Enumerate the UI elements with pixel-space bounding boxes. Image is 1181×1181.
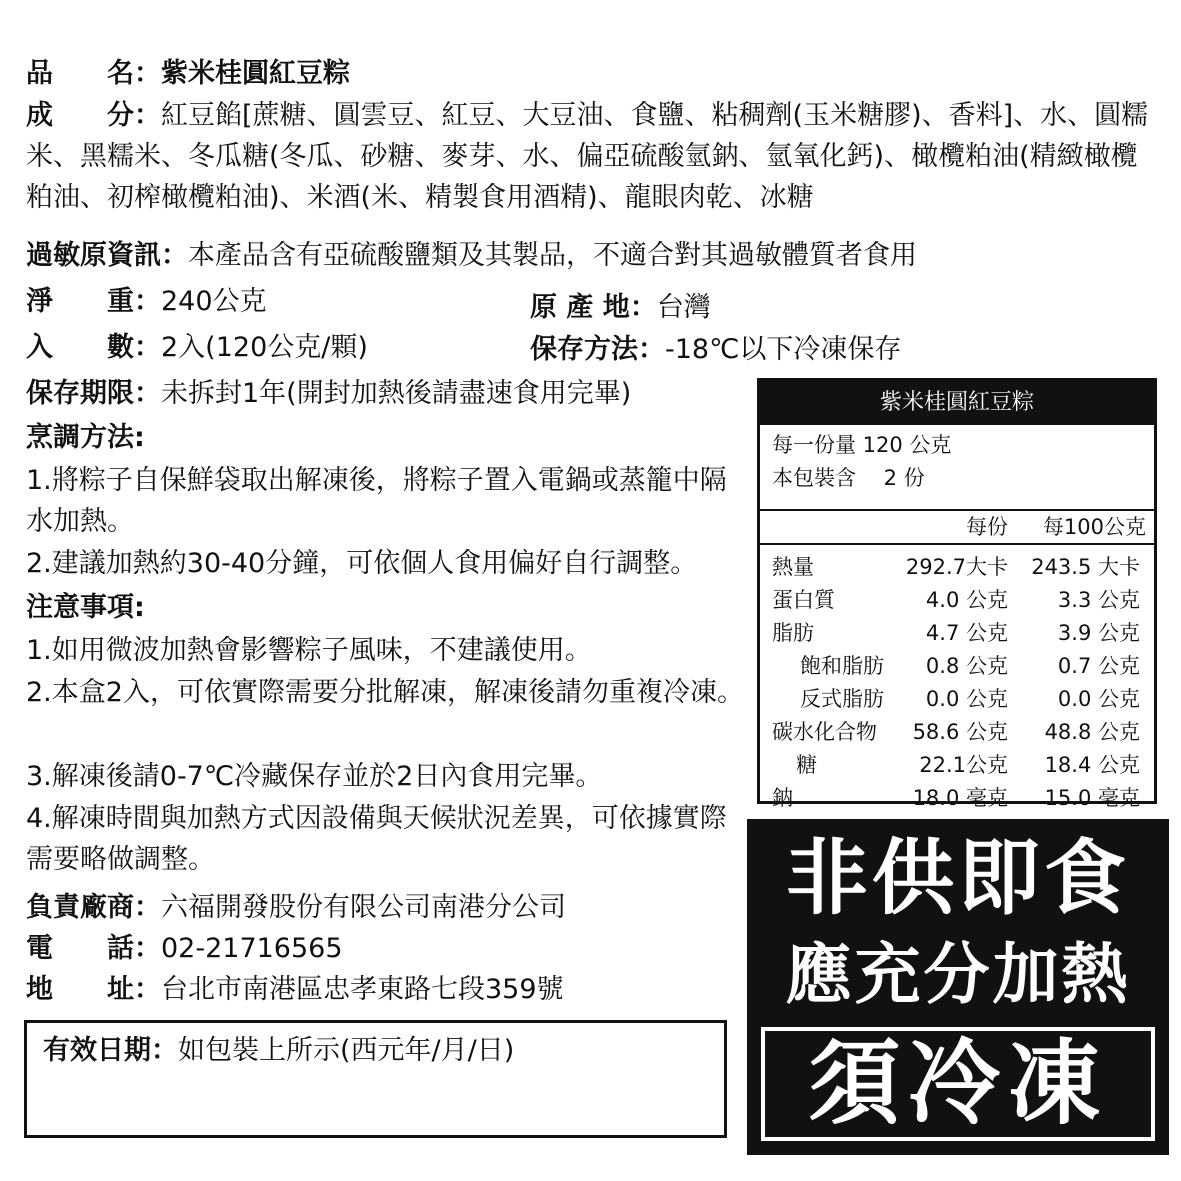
nutrition-row — [760, 584, 1154, 617]
shelf-life-value: 未拆封1年(開封加熱後請盡速食用完畢) — [161, 378, 632, 409]
origin-row: 原 產 地：台灣 — [530, 292, 711, 323]
nutrient-per-serving: 0.8 公克 — [925, 654, 1008, 678]
count-label: 入 數 — [26, 332, 134, 363]
nutrition-column-headers — [760, 511, 1154, 545]
nutrient-per-serving: 4.7 公克 — [925, 621, 1008, 645]
nutrient-name: 反式脂肪 — [800, 687, 884, 711]
address-row: 地 址：台北市南港區忠孝東路七段359號 — [26, 974, 564, 1005]
nutrient-name: 飽和脂肪 — [800, 654, 884, 678]
nutrient-per-100g: 18.4 公克 — [1044, 753, 1140, 777]
expiry-row: 有效日期：如包裝上所示(西元年/月/日) — [43, 1035, 515, 1066]
ingredients-row: 成 分：紅豆餡[蔗糖、圓雲豆、紅豆、大豆油、食鹽、粘稠劑(玉米糖膠)、香料]、水、圓糯米、黑糯米、冬瓜糖(冬瓜、砂糖、麥芽、水、偏亞硫酸氫鈉、氫氧化鈣)、橄欖粕油(精緻橄欖粕油、初榨橄欖粕油)、米酒(米、精製食用酒精)、龍眼肉乾、冰糖 — [26, 95, 1161, 218]
warning-block — [747, 819, 1169, 1155]
cooking-step-1: 1.將粽子自保鮮袋取出解凍後，將粽子置入電鍋或蒸籠中隔水加熱。 — [26, 465, 727, 537]
count-row: 入 數：2入(120公克/顆) — [26, 332, 368, 363]
nutrient-per-serving: 22.1公克 — [919, 753, 1008, 777]
nutrition-row — [760, 782, 1154, 815]
note-item-3: 3.解凍後請0-7℃冷藏保存並於2日內食用完畢。 — [26, 761, 603, 792]
notes-title: 注意事項: — [26, 592, 145, 623]
note-item-1: 1.如用微波加熱會影響粽子風味，不建議使用。 — [26, 635, 592, 666]
product-name-label: 品 名 — [26, 58, 134, 89]
allergen-value: 本產品含有亞硫酸鹽類及其製品，不適合對其過敏體質者食用 — [188, 240, 917, 271]
nutrient-per-100g: 243.5 大卡 — [1031, 555, 1140, 579]
nutrient-name: 蛋白質 — [772, 588, 835, 612]
col-per-100g: 每100公克 — [1042, 515, 1146, 539]
origin-value: 台灣 — [656, 292, 711, 323]
nutrient-per-100g: 0.0 公克 — [1057, 687, 1140, 711]
serving-info — [760, 425, 1154, 511]
nutrition-table — [757, 378, 1157, 810]
nutrition-row — [760, 716, 1154, 749]
nutrient-name: 鈉 — [772, 786, 793, 810]
nutrient-per-100g: 3.3 公克 — [1057, 588, 1140, 612]
note-item-4: 4.解凍時間與加熱方式因設備與天候狀況差異，可依據實際需要略做調整。 — [26, 803, 727, 875]
expiry-value: 如包裝上所示(西元年/月/日) — [178, 1035, 515, 1066]
net-weight-value: 240公克 — [161, 286, 267, 317]
shelf-life-label: 保存期限 — [26, 378, 134, 409]
phone-row: 電 話：02-21716565 — [26, 933, 343, 964]
nutrition-row — [760, 650, 1154, 683]
count-value: 2入(120公克/顆) — [161, 332, 368, 363]
nutrient-name: 碳水化合物 — [772, 720, 877, 744]
ingredients-value: 紅豆餡[蔗糖、圓雲豆、紅豆、大豆油、食鹽、粘稠劑(玉米糖膠)、香料]、水、圓糯米、黑糯米、冬瓜糖(冬瓜、砂糖、麥芽、水、偏亞硫酸氫鈉、氫氧化鈣)、橄欖粕油(精緻橄欖粕油、初榨橄欖粕油)、米酒(米、精製食用酒精)、龍眼肉乾、冰糖 — [26, 100, 1149, 213]
nutrition-row — [760, 617, 1154, 650]
maker-label: 負責廠商 — [26, 892, 134, 923]
col-per-serving: 每份 — [966, 515, 1008, 539]
servings-per-pack: 本包裝含 2 份 — [772, 466, 925, 490]
note-item-2: 2.本盒2入，可依實際需要分批解凍，解凍後請勿重複冷凍。 — [26, 677, 744, 708]
storage-row: 保存方法：-18℃以下冷凍保存 — [530, 334, 902, 365]
nutrient-per-serving: 292.7大卡 — [905, 555, 1008, 579]
expiry-box — [24, 1020, 727, 1138]
address-value: 台北市南港區忠孝東路七段359號 — [161, 974, 564, 1005]
phone-label: 電 話 — [26, 933, 134, 964]
nutrient-name: 糖 — [796, 753, 817, 777]
allergen-row: 過敏原資訊：本產品含有亞硫酸鹽類及其製品，不適合對其過敏體質者食用 — [26, 240, 917, 271]
storage-label: 保存方法 — [530, 334, 638, 365]
warning-heat-thoroughly: 應充分加熱 — [785, 936, 1131, 1013]
nutrient-per-100g: 0.7 公克 — [1057, 654, 1140, 678]
cooking-step-2: 2.建議加熱約30-40分鐘，可依個人食用偏好自行調整。 — [26, 548, 698, 579]
origin-label: 原 產 地 — [530, 292, 630, 323]
maker-value: 六福開發股份有限公司南港分公司 — [161, 892, 566, 923]
warning-keep-frozen: 須冷凍 — [761, 1027, 1155, 1141]
serving-size: 每一份量 120 公克 — [772, 433, 952, 457]
nutrition-row — [760, 683, 1154, 716]
nutrient-per-serving: 18.0 毫克 — [912, 786, 1008, 810]
nutrient-per-serving: 58.6 公克 — [912, 720, 1008, 744]
net-weight-label: 淨 重 — [26, 286, 134, 317]
address-label: 地 址 — [26, 974, 134, 1005]
nutrient-per-serving: 4.0 公克 — [925, 588, 1008, 612]
product-name-row: 品 名：紫米桂圓紅豆粽 — [26, 58, 350, 89]
nutrient-name: 脂肪 — [772, 621, 814, 645]
expiry-label: 有效日期 — [43, 1035, 151, 1066]
nutrition-row — [760, 749, 1154, 782]
maker-row: 負責廠商：六福開發股份有限公司南港分公司 — [26, 892, 566, 923]
product-name-value: 紫米桂圓紅豆粽 — [161, 58, 350, 89]
cooking-title: 烹調方法: — [26, 422, 145, 453]
shelf-life-row: 保存期限：未拆封1年(開封加熱後請盡速食用完畢) — [26, 378, 632, 409]
nutrition-title: 紫米桂圓紅豆粽 — [760, 381, 1154, 425]
nutrient-per-100g: 3.9 公克 — [1057, 621, 1140, 645]
nutrient-name: 熱量 — [772, 555, 814, 579]
allergen-label: 過敏原資訊 — [26, 240, 161, 271]
ingredients-label: 成 分 — [26, 100, 134, 131]
nutrient-per-serving: 0.0 公克 — [925, 687, 1008, 711]
net-weight-row: 淨 重：240公克 — [26, 286, 267, 317]
warning-not-ready-to-eat: 非供即食 — [785, 831, 1130, 926]
nutrition-row — [760, 551, 1154, 584]
nutrient-per-100g: 15.0 毫克 — [1044, 786, 1140, 810]
storage-value: -18℃以下冷凍保存 — [665, 334, 902, 365]
nutrient-per-100g: 48.8 公克 — [1044, 720, 1140, 744]
phone-value: 02-21716565 — [161, 933, 343, 964]
